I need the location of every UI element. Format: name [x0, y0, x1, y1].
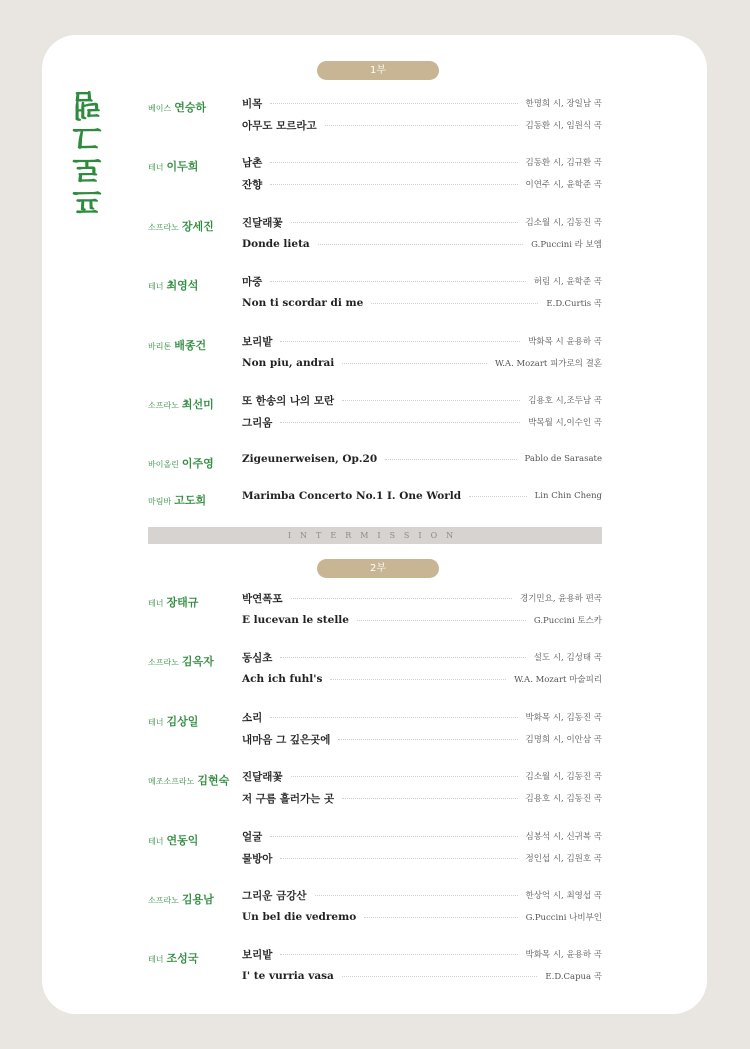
performer-role: 소프라노: [148, 658, 179, 667]
program-item: [242, 95, 602, 111]
song-title: 소리: [242, 711, 263, 724]
song-credit: E.D.Capua 곡: [545, 972, 602, 982]
leader-line: [291, 776, 518, 777]
program-item: [242, 709, 602, 725]
performer-role: 바이올린: [148, 460, 179, 469]
song-title: 그리운 금강산: [242, 889, 307, 902]
song-title: 보리밭: [242, 335, 273, 348]
performer-role: 소프라노: [148, 896, 179, 905]
song-credit: Pablo de Sarasate: [524, 454, 602, 464]
song-title: 진달래꽃: [242, 216, 283, 229]
leader-line: [270, 162, 517, 163]
leader-line: [280, 954, 517, 955]
leader-line: [338, 739, 517, 740]
song-title: 아무도 모르라고: [242, 119, 317, 132]
performer: [148, 710, 198, 729]
performer-name: 연승하: [174, 101, 207, 114]
program-item: [242, 295, 602, 311]
song-title: 남촌: [242, 156, 263, 169]
performer-name: 조성국: [166, 952, 199, 965]
song-title: 그리움: [242, 416, 273, 429]
song-credit: 박화목 시, 윤용하 곡: [525, 950, 602, 960]
program-item: [242, 590, 602, 606]
song-title: 잔향: [242, 178, 263, 191]
performer: [148, 591, 198, 610]
leader-line: [342, 363, 487, 364]
performer-name: 최영석: [166, 279, 199, 292]
leader-line: [270, 717, 517, 718]
program-item: [242, 649, 602, 665]
song-credit: 허림 시, 윤학준 곡: [533, 277, 602, 287]
program-item: [242, 414, 602, 430]
leader-line: [280, 858, 517, 859]
song-title: 진달래꽃: [242, 770, 283, 783]
performer-role: 소프라노: [148, 223, 179, 232]
song-title: Ach ich fuhl's: [242, 673, 323, 685]
song-title: 얼굴: [242, 830, 263, 843]
performer-role: 소프라노: [148, 401, 179, 410]
song-credit: 설도 시, 김성태 곡: [533, 653, 602, 663]
performer-name: 김현숙: [197, 774, 230, 787]
leader-line: [270, 184, 517, 185]
song-credit: G.Puccini 라 보엠: [531, 240, 602, 250]
song-title: 마중: [242, 275, 263, 288]
program-item: [242, 828, 602, 844]
song-credit: 김명희 시, 이안삼 곡: [525, 735, 602, 745]
leader-line: [385, 459, 516, 460]
program-item: [242, 850, 602, 866]
song-credit: G.Puccini 토스카: [533, 616, 602, 626]
song-title: Marimba Concerto No.1 Ⅰ. One World: [242, 490, 462, 502]
song-credit: 심봉석 시, 신귀복 곡: [525, 832, 602, 842]
program-item: [242, 790, 602, 806]
performer-name: 배종건: [174, 339, 207, 352]
performer: [148, 393, 214, 412]
song-title: 박연폭포: [242, 592, 283, 605]
song-credit: 김소월 시, 김동진 곡: [525, 218, 602, 228]
performer: [148, 650, 214, 669]
performer-role: 테너: [148, 837, 164, 846]
song-credit: 한명희 시, 장일남 곡: [525, 99, 602, 109]
song-credit: W.A. Mozart 마술피리: [514, 675, 602, 685]
performer-name: 연동익: [166, 834, 199, 847]
performer: [148, 888, 214, 907]
leader-line: [280, 657, 525, 658]
leader-line: [330, 679, 506, 680]
leader-line: [315, 895, 518, 896]
performer: [148, 274, 198, 293]
program-item: [242, 671, 602, 687]
song-title: Donde lieta: [242, 238, 310, 250]
song-credit: 김동환 시, 김규환 곡: [525, 158, 602, 168]
performer: [148, 155, 198, 174]
performer-name: 장세진: [181, 220, 214, 233]
leader-line: [291, 222, 518, 223]
leader-line: [270, 281, 525, 282]
performer-role: 테너: [148, 163, 164, 172]
program-item: [242, 355, 602, 371]
song-title: E lucevan le stelle: [242, 614, 349, 626]
song-credit: Lin Chin Cheng: [534, 491, 602, 501]
song-title: 동심초: [242, 651, 273, 664]
performer-name: 고도희: [174, 494, 207, 507]
song-credit: W.A. Mozart 피가로의 결혼: [494, 359, 602, 369]
part1-badge: 1부: [317, 61, 439, 80]
program-item: [242, 214, 602, 230]
performer-name: 장태규: [166, 596, 199, 609]
program-item: [242, 612, 602, 628]
song-credit: 한상억 시, 최영섭 곡: [525, 891, 602, 901]
performer-role: 바리톤: [148, 342, 172, 351]
song-credit: 김동환 시, 임원식 곡: [525, 121, 602, 131]
program-item: [242, 768, 602, 784]
song-credit: 김용호 시,조두남 곡: [528, 396, 602, 406]
performer: [148, 489, 206, 508]
performer-role: 테너: [148, 718, 164, 727]
performer-role: 테너: [148, 599, 164, 608]
intermission-bar: INTERMISSION: [148, 527, 602, 544]
program-item: [242, 236, 602, 252]
program-item: [242, 333, 602, 349]
leader-line: [325, 125, 518, 126]
program-title: 프로그램: [73, 89, 108, 217]
song-title: Non ti scordar di me: [242, 297, 364, 309]
performer-name: 김용남: [181, 893, 214, 906]
program-item: [242, 909, 602, 925]
program-item: [242, 887, 602, 903]
performer: [148, 452, 214, 471]
leader-line: [280, 422, 520, 423]
performer-role: 테너: [148, 282, 164, 291]
performer-name: 김옥자: [181, 655, 214, 668]
song-credit: 경기민요, 윤용하 편곡: [519, 594, 602, 604]
program-item: [242, 451, 602, 467]
song-title: 물방아: [242, 852, 273, 865]
program-item: [242, 176, 602, 192]
program-item: [242, 392, 602, 408]
leader-line: [318, 244, 523, 245]
song-title: Zigeunerweisen, Op.20: [242, 453, 378, 465]
song-credit: 정인섭 시, 김원호 곡: [525, 854, 602, 864]
song-credit: 이연주 시, 윤학준 곡: [525, 180, 602, 190]
program-item: [242, 968, 602, 984]
song-title: Non piu, andrai: [242, 357, 335, 369]
program-item: [242, 154, 602, 170]
performer: [148, 947, 198, 966]
leader-line: [342, 400, 520, 401]
song-title: 저 구름 흘러가는 곳: [242, 792, 335, 805]
leader-line: [469, 496, 527, 497]
performer: [148, 96, 206, 115]
song-title: 또 한송의 나의 모란: [242, 394, 335, 407]
performer-role: 메조소프라노: [148, 777, 195, 786]
song-title: 내마음 그 깊은곳에: [242, 733, 331, 746]
leader-line: [357, 620, 526, 621]
song-credit: 박화목 시, 김동진 곡: [525, 713, 602, 723]
leader-line: [280, 341, 520, 342]
program-item: [242, 273, 602, 289]
song-credit: G.Puccini 나비부인: [525, 913, 602, 923]
leader-line: [364, 917, 517, 918]
program-item: [242, 117, 602, 133]
song-title: I' te vurria vasa: [242, 970, 334, 982]
program-item: [242, 946, 602, 962]
song-credit: E.D.Curtis 곡: [546, 299, 602, 309]
leader-line: [342, 976, 538, 977]
performer-name: 김상일: [166, 715, 199, 728]
performer: [148, 829, 198, 848]
song-credit: 김소월 시, 김동진 곡: [525, 772, 602, 782]
program-item: [242, 731, 602, 747]
performer-name: 최선미: [181, 398, 214, 411]
leader-line: [342, 798, 517, 799]
performer: [148, 334, 206, 353]
performer-role: 베이스: [148, 104, 172, 113]
part2-badge: 2부: [317, 559, 439, 578]
performer: [148, 769, 229, 788]
performer-role: 테너: [148, 955, 164, 964]
song-title: 보리밭: [242, 948, 273, 961]
program-item: [242, 488, 602, 504]
performer-role: 마림바: [148, 497, 172, 506]
song-title: 비목: [242, 97, 263, 110]
leader-line: [371, 303, 538, 304]
performer-name: 이주영: [181, 457, 214, 470]
leader-line: [291, 598, 512, 599]
song-credit: 박목월 시,이수인 곡: [528, 418, 602, 428]
leader-line: [270, 103, 517, 104]
performer-name: 이두희: [166, 160, 199, 173]
song-credit: 박화목 시 윤용하 곡: [528, 337, 602, 347]
song-credit: 김용호 시, 김동진 곡: [525, 794, 602, 804]
leader-line: [270, 836, 517, 837]
performer: [148, 215, 214, 234]
song-title: Un bel die vedremo: [242, 911, 357, 923]
